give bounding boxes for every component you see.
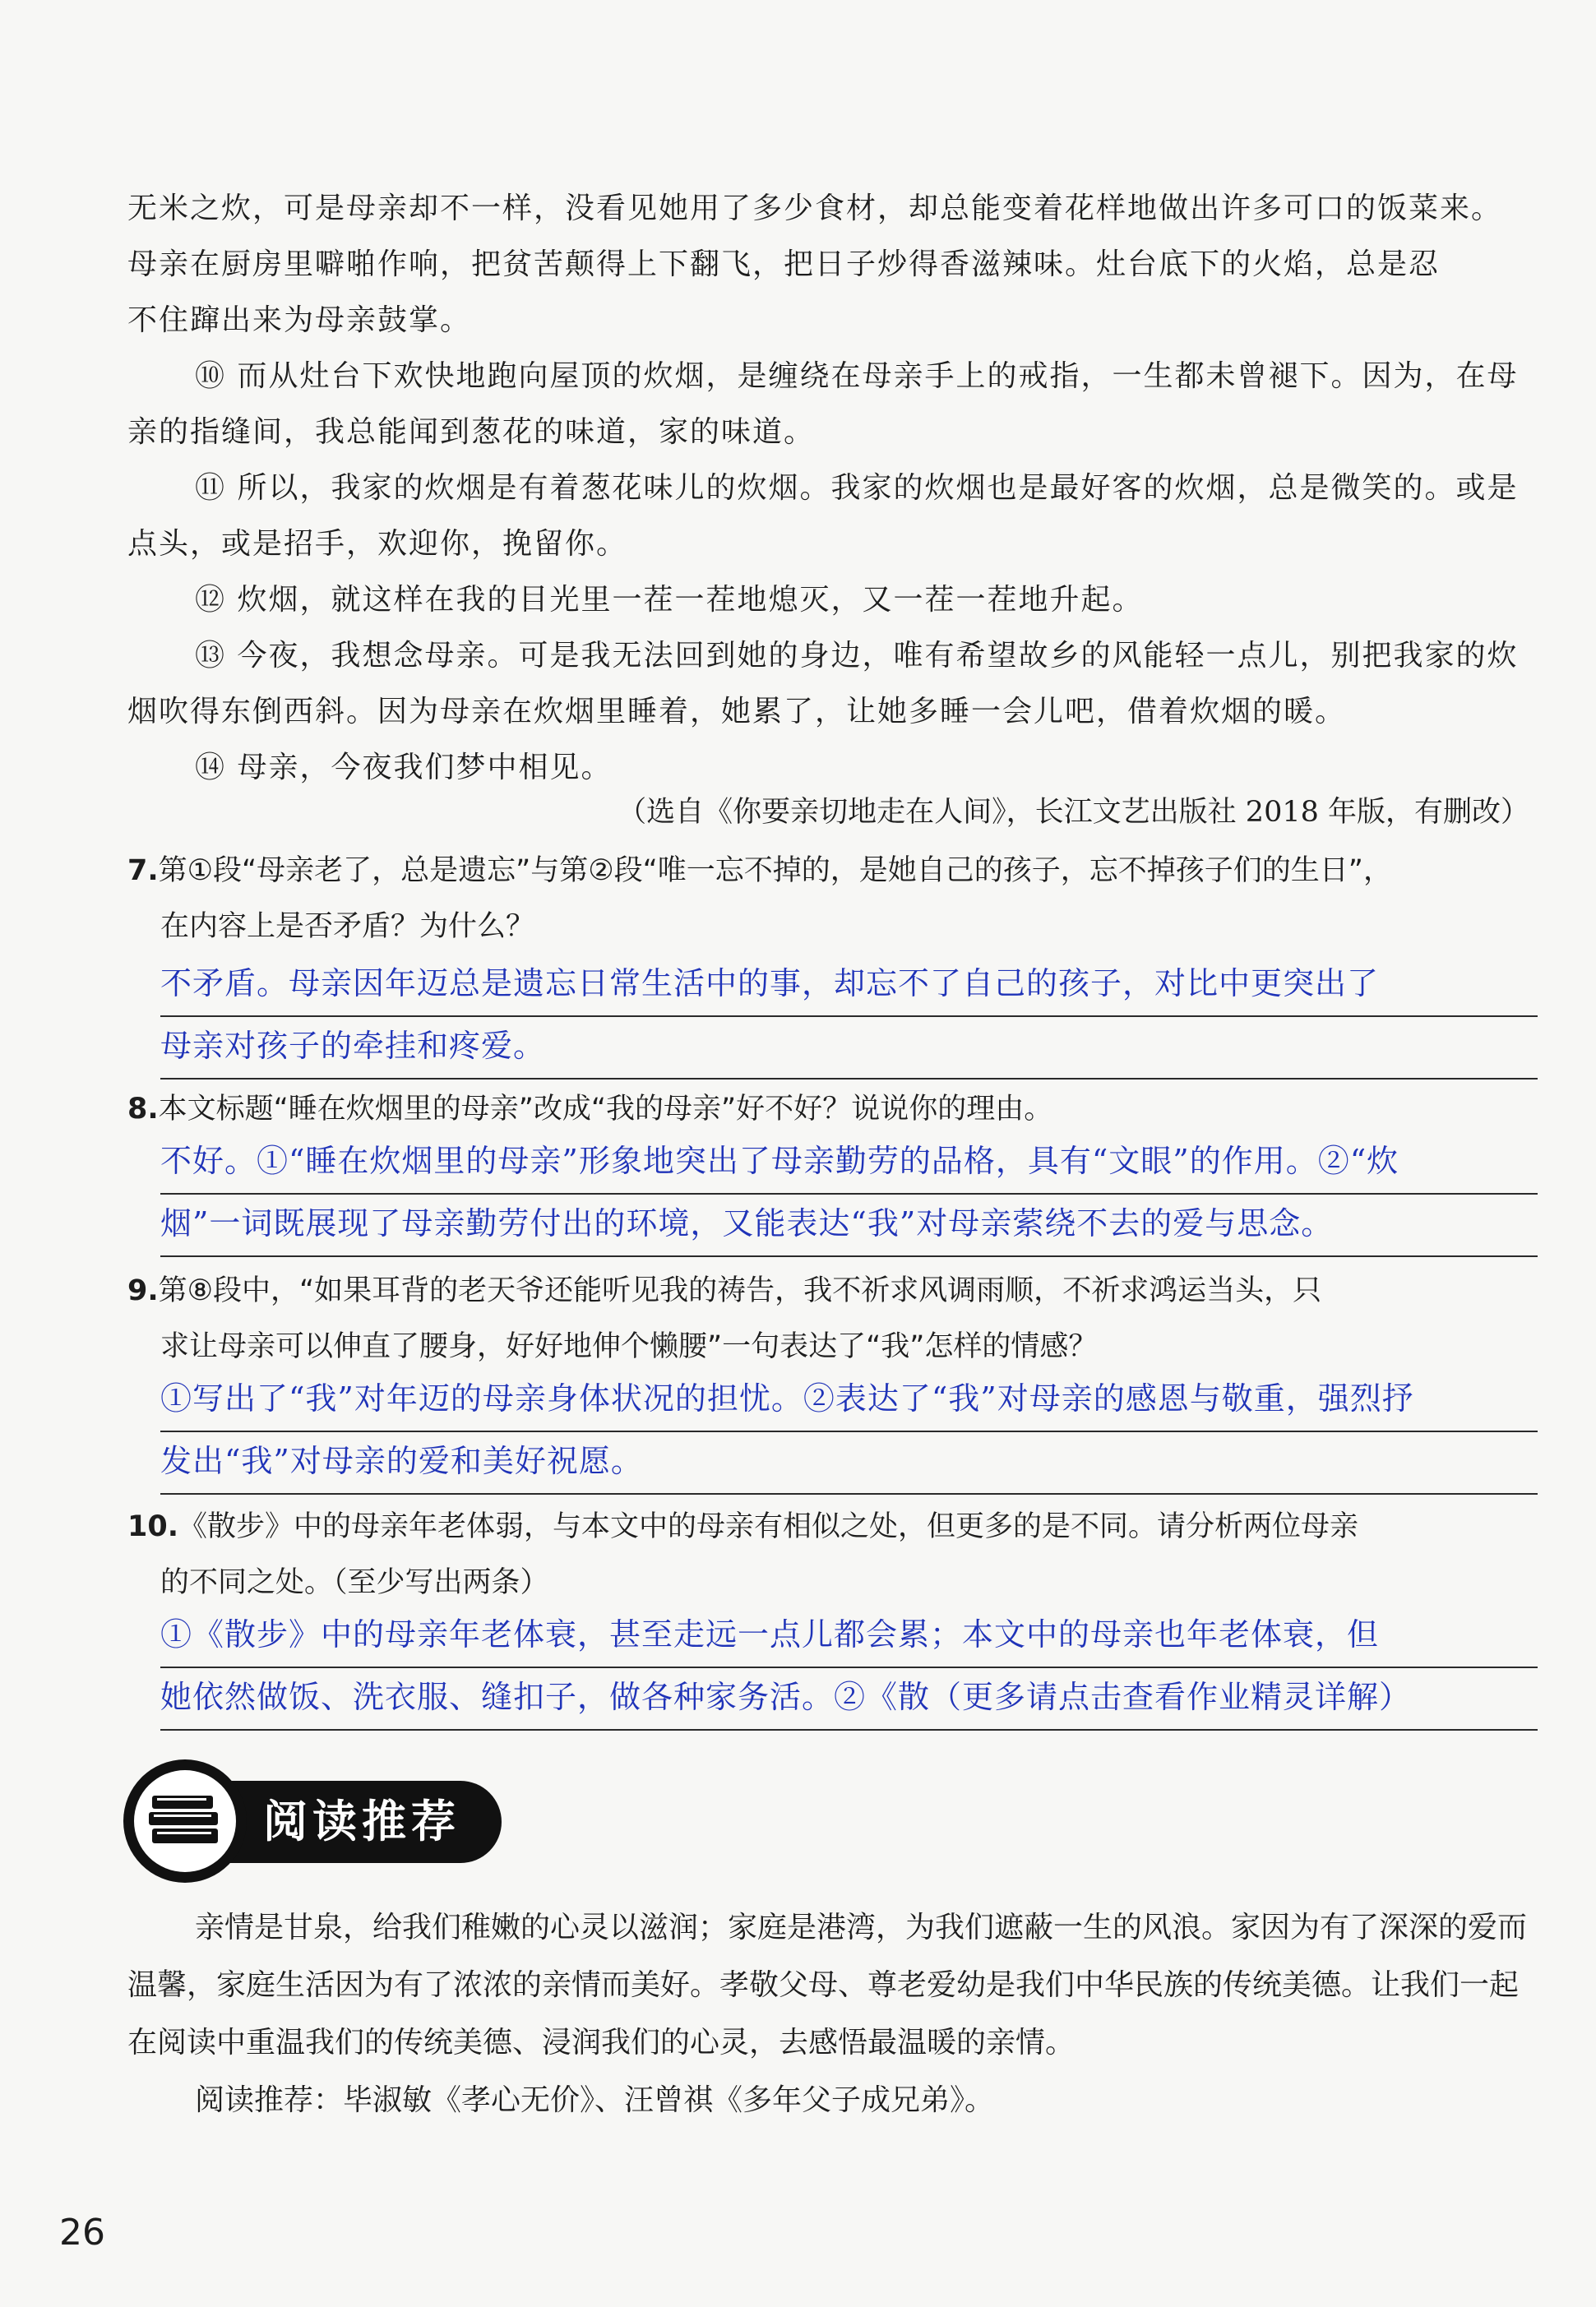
passage-line: 母亲在厨房里噼啪作响，把贫苦颠得上下翻飞，把日子炒得香滋辣味。灶台底下的火焰，总是忍 bbox=[127, 247, 1441, 281]
question-8 bbox=[127, 1081, 1538, 1257]
question-text: 在内容上是否矛盾？为什么？ bbox=[160, 910, 535, 943]
question-text: 第①段“母亲老了，总是遗忘”与第②段“唯一忘不掉的，是她自己的孩子，忘不掉孩子们的生日”， bbox=[158, 854, 1392, 887]
recommendation-books: 阅读推荐：毕淑敏《孝心无价》、汪曾祺《多年父子成兄弟》。 bbox=[195, 2083, 995, 2117]
reading-passage bbox=[127, 181, 1538, 796]
paragraph-14: ⑭ 母亲，今夜我们梦中相见。 bbox=[195, 751, 613, 784]
answer-line: ①《散步》中的母亲年老体衰，甚至走远一点儿都会累；本文中的母亲也年老体衰，但 bbox=[160, 1606, 1538, 1668]
question-number: 10. bbox=[127, 1510, 179, 1543]
question-text: 求让母亲可以伸直了腰身，好好地伸个懒腰”一句表达了“我”怎样的情感？ bbox=[160, 1330, 1098, 1363]
question-number: 7. bbox=[127, 854, 159, 887]
books-icon bbox=[147, 1791, 223, 1852]
answer-area bbox=[160, 1132, 1538, 1257]
answer-line: 母亲对孩子的牵挂和疼爱。 bbox=[160, 1017, 1538, 1080]
page-number: 26 bbox=[59, 2212, 105, 2254]
answer-line: 她依然做饭、洗衣服、缝扣子，做各种家务活。②《散（更多请点击查看作业精灵详解） bbox=[160, 1668, 1538, 1731]
paragraph-10: ⑩ 而从灶台下欢快地跑向屋顶的炊烟，是缠绕在母亲手上的戒指，一生都未曾褪下。因为，在母亲的指缝间，我总能闻到葱花的味道，家的味道。 bbox=[127, 359, 1519, 449]
answer-area bbox=[160, 1606, 1538, 1731]
recommendation-paragraph: 亲情是甘泉，给我们稚嫩的心灵以滋润；家庭是港湾，为我们遮蔽一生的风浪。家因为有了深深的爱而温馨，家庭生活因为有了浓浓的亲情而美好。孝敬父母、尊老爱幼是我们中华民族的传统美德。让我们一起在阅读中重温我们的传统美德、浸润我们的心灵，去感悟最温暖的亲情。 bbox=[127, 1911, 1528, 2060]
answer-line: 不好。①“睡在炊烟里的母亲”形象地突出了母亲勤劳的品格，具有“文眼”的作用。②“炊 bbox=[160, 1132, 1538, 1195]
recommendation-text bbox=[127, 1899, 1538, 2129]
question-7 bbox=[127, 843, 1538, 1080]
paragraph-13: ⑬ 今夜，我想念母亲。可是我无法回到她的身边，唯有希望故乡的风能轻一点儿，别把我家的炊烟吹得东倒西斜。因为母亲在炊烟里睡着，她累了，让她多睡一会儿吧，借着炊烟的暖。 bbox=[127, 639, 1519, 728]
question-text: 本文标题“睡在炊烟里的母亲”改成“我的母亲”好不好？说说你的理由。 bbox=[158, 1093, 1053, 1126]
passage-line: 不住蹿出来为母亲鼓掌。 bbox=[127, 303, 472, 337]
question-text: 第⑧段中，“如果耳背的老天爷还能听见我的祷告，我不祈求风调雨顺，不祈求鸿运当头，只 bbox=[158, 1274, 1322, 1307]
answer-area bbox=[160, 955, 1538, 1080]
reading-recommendation-banner bbox=[123, 1759, 502, 1883]
question-number: 9. bbox=[127, 1274, 159, 1307]
question-9 bbox=[127, 1263, 1538, 1495]
answer-line: 不矛盾。母亲因年迈总是遗忘日常生活中的事，却忘不了自己的孩子，对比中更突出了 bbox=[160, 955, 1538, 1017]
answer-line: 烟”一词既展现了母亲勤劳付出的环境，又能表达“我”对母亲萦绕不去的爱与思念。 bbox=[160, 1195, 1538, 1257]
answer-line: 发出“我”对母亲的爱和美好祝愿。 bbox=[160, 1432, 1538, 1495]
question-number: 8. bbox=[127, 1093, 159, 1126]
question-10 bbox=[127, 1499, 1538, 1731]
question-text: 《散步》中的母亲年老体弱，与本文中的母亲有相似之处，但更多的是不同。请分析两位母亲 bbox=[178, 1510, 1359, 1543]
answer-area bbox=[160, 1370, 1538, 1495]
passage-line: 无米之炊，可是母亲却不一样，没看见她用了多少食材，却总能变着花样地做出许多可口的饭菜来。 bbox=[127, 192, 1503, 225]
banner-badge bbox=[123, 1759, 247, 1883]
paragraph-11: ⑪ 所以，我家的炊烟是有着葱花味儿的炊烟。我家的炊烟也是最好客的炊烟，总是微笑的。或是点头，或是招手，欢迎你，挽留你。 bbox=[127, 471, 1519, 561]
answer-line: ①写出了“我”对年迈的母亲身体状况的担忧。②表达了“我”对母亲的感恩与敬重，强烈抒 bbox=[160, 1370, 1538, 1432]
banner-title: 阅读推荐 bbox=[222, 1781, 502, 1863]
paragraph-12: ⑫ 炊烟，就这样在我的目光里一茬一茬地熄灭，又一茬一茬地升起。 bbox=[195, 583, 1144, 617]
source-citation: （选自《你要亲切地走在人间》，长江文艺出版社 2018 年版，有删改） bbox=[618, 796, 1529, 829]
question-text: 的不同之处。（至少写出两条） bbox=[160, 1566, 549, 1599]
